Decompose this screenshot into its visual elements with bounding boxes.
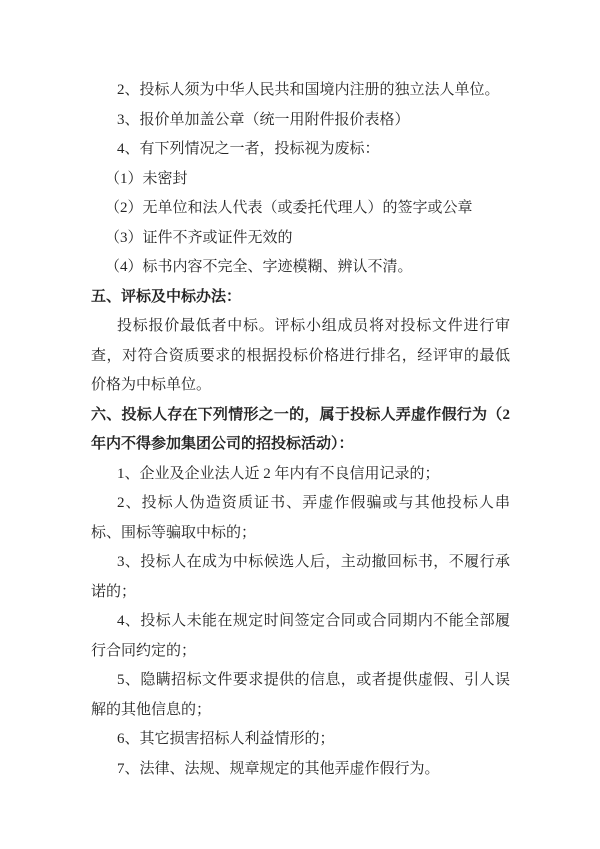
sub-item-2: （2）无单位和法人代表（或委托代理人）的签字或公章 <box>105 200 473 216</box>
list-item-6-3: 3、投标人在成为中标候选人后，主动撤回标书，不履行承诺的； <box>91 554 510 600</box>
list-item-6-7: 7、法律、法规、规章规定的其他弄虚作假行为。 <box>117 760 440 777</box>
list-item-6-4: 4、投标人未能在规定时间签定合同或合同期内不能全部履行合同约定的； <box>91 613 510 659</box>
section-5-body: 投标报价最低者中标。评标小组成员将对投标文件进行审查，对符合资质要求的根据投标价格进行排名，经评审的最低价格为中标单位。 <box>91 318 510 393</box>
list-item-6-1: 1、企业及企业法人近 2 年内有不良信用记录的； <box>117 465 440 482</box>
document-text-block <box>91 76 510 784</box>
sub-item-3: （3）证件不齐或证件无效的 <box>105 229 293 246</box>
list-item-6-6: 6、其它损害招标人利益情形的； <box>117 731 335 747</box>
list-item-2: 2、投标人须为中华人民共和国境内注册的独立法人单位。 <box>117 82 500 98</box>
list-item-4: 4、有下列情况之一者，投标视为废标： <box>117 141 380 157</box>
section-heading-5: 五、评标及中标办法： <box>91 288 242 305</box>
sub-item-1: （1）未密封 <box>105 170 188 187</box>
list-item-6-2: 2、投标人伪造资质证书、弄虚作假骗或与其他投标人串标、围标等骗取中标的； <box>91 495 510 541</box>
section-heading-6: 六、投标人存在下列情形之一的，属于投标人弄虚作假行为（2年内不得参加集团公司的招投标活动）： <box>91 406 510 452</box>
list-item-3: 3、报价单加盖公章（统一用附件报价表格） <box>117 111 410 128</box>
sub-item-4: （4）标书内容不完全、字迹模糊、辨认不清。 <box>105 259 413 275</box>
list-item-6-5: 5、隐瞒招标文件要求提供的信息，或者提供虚假、引人误解的其他信息的； <box>91 672 510 718</box>
